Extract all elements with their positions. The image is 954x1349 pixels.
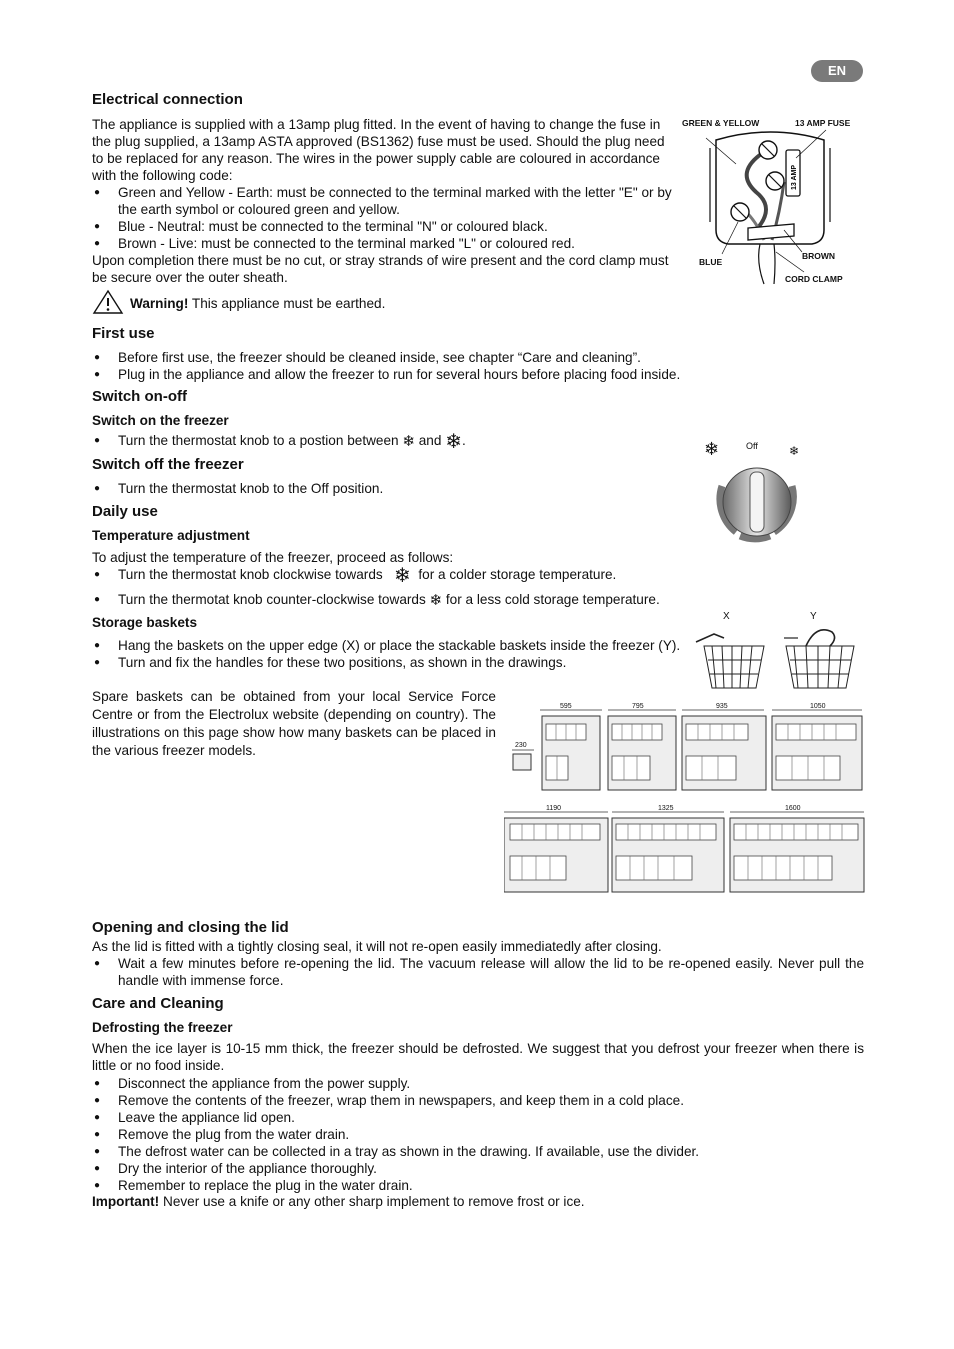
switch-heading: Switch on-off [92,388,187,405]
temperature-bullets [92,566,742,608]
thermostat-knob-diagram [700,436,810,548]
snowflake-large-icon: ❄ [704,439,720,459]
basket-drawings [694,610,864,694]
snowflake-large-icon: ❄ [445,431,462,453]
storage-baskets-heading: Storage baskets [92,615,198,630]
size-label: 595 [560,703,572,710]
size-label: 935 [716,703,728,710]
switch-on-heading: Switch on the freezer [92,413,229,428]
list-item: ● Hang the baskets on the upper edge (X) or place the stackable baskets inside the freezer (Y). [92,637,684,654]
defrost-intro: When the ice layer is 10-15 mm thick, the freezer should be defrosted. We suggest that you defrost your freezer when there is little or no food inside. [92,1041,864,1073]
snowflake-small-icon: ❄ [429,592,443,609]
switch-on-bullets [92,431,692,453]
snowflake-small-icon: ❄ [402,433,415,450]
electrical-intro: The appliance is supplied with a 13amp plug fitted. In the event of having to change the fuse in the plug supplied, a 13amp ASTA approved (BS1362) fuse must be used. Should the plug need to be replaced for any reason. The wires in the power supply cable are coloured in accordance with the following code: [92,117,665,183]
label-fuse: 13 AMP FUSE [795,118,851,128]
baskets-drawing [694,624,864,694]
size-label: 1190 [546,805,562,812]
daily-use-heading: Daily use [92,503,158,520]
baskets-bullets [92,637,684,671]
lid-bullets [92,955,864,989]
warning-icon [92,289,124,315]
plug-diagram [676,112,866,292]
list-item: ● Turn the thermostat knob to the Off position. [92,480,692,497]
language-badge: EN [811,60,863,82]
baskets-text: Spare baskets can be obtained from your local Service Force Centre or from the Electrolux website (depending on country). The illustrations on this page show how many baskets can be placed in the various freezer models. [92,689,496,758]
list-item [92,565,742,587]
list-item [92,431,692,453]
switch-on-end: . [461,433,466,448]
snowflake-large-icon: ❄ [394,565,411,587]
knob-drawing [700,450,810,548]
list-item: ● Remove the plug from the water drain. [92,1126,864,1143]
care-heading: Care and Cleaning [92,995,224,1012]
size-label: 795 [632,703,644,710]
label-green-yellow: GREEN & YELLOW [682,118,760,128]
electrical-heading: Electrical connection [92,91,243,108]
defrost-heading: Defrosting the freezer [92,1020,233,1035]
important-note [92,1193,864,1210]
list-item: ● Before first use, the freezer should be cleaned inside, see chapter “Care and cleaning”. [92,349,872,366]
snowflake-small-icon: ❄ [789,444,800,458]
freezer-models-diagram [504,700,866,894]
size-label: 1600 [785,805,801,812]
list-item: ● Plug in the appliance and allow the freezer to run for several hours before placing food inside. [92,366,872,383]
electrical-section [92,116,672,286]
list-item: ● Disconnect the appliance from the power supply. [92,1075,864,1092]
freezer-models-drawing [504,700,866,894]
list-item: ● Green and Yellow - Earth: must be connected to the terminal marked with the letter "E" or by the earth symbol or coloured green and yellow. [92,184,672,218]
switch-off-bullets [92,480,692,497]
important-label: Important! [92,1194,160,1209]
warning-text: This appliance must be earthed. [188,296,386,311]
first-use-bullets [92,349,872,383]
switch-on-and: and [418,433,442,448]
label-cord-clamp: CORD CLAMP [785,274,843,284]
list-item: ● The defrost water can be collected in a tray as shown in the drawing. If available, use the divider. [92,1143,864,1160]
lid-heading: Opening and closing the lid [92,919,289,936]
list-item: ● Wait a few minutes before re-opening the lid. The vacuum release will allow the lid to be re-opened easily. Never pull the handle with immense force. [92,955,864,989]
important-text: Never use a knife or any other sharp implement to remove frost or ice. [159,1194,585,1209]
size-label: 230 [515,742,527,749]
less-cold-text: Turn the thermotat knob counter-clockwise towards [118,592,426,607]
label-y: Y [810,611,817,622]
size-label: 1050 [810,703,826,710]
knob-off-label: Off [746,441,758,451]
list-item: ● Leave the appliance lid open. [92,1109,864,1126]
list-item: ● Remove the contents of the freezer, wrap them in newspapers, and keep them in a cold place. [92,1092,864,1109]
label-x: X [723,611,730,622]
switch-off-heading: Switch off the freezer [92,456,244,473]
list-item [92,591,742,608]
temperature-heading: Temperature adjustment [92,528,250,543]
list-item: ● Remember to replace the plug in the water drain. [92,1177,864,1194]
colder-text-end: for a colder storage temperature. [418,567,617,582]
fuse-body-label: 13 AMP [791,164,798,190]
list-item: ● Turn and fix the handles for these two positions, as shown in the drawings. [92,654,684,671]
temperature-intro: To adjust the temperature of the freezer, proceed as follows: [92,550,454,565]
label-blue: BLUE [699,257,723,267]
electrical-after: Upon completion there must be no cut, or stray strands of wire present and the cord clamp must be secure over the outer sheath. [92,253,669,285]
first-use-heading: First use [92,325,155,342]
defrost-bullets [92,1075,864,1194]
list-item: ● Dry the interior of the appliance thoroughly. [92,1160,864,1177]
electrical-bullets [92,184,672,252]
warning-label: Warning! [130,296,189,311]
less-cold-text-end: for a less cold storage temperature. [445,592,660,607]
label-brown: BROWN [802,251,836,261]
lid-intro: As the lid is fitted with a tightly closing seal, it will not re-open easily immediatedly after closing. [92,939,662,954]
warning-line [92,289,492,315]
switch-on-text: Turn the thermostat knob to a postion between [118,433,399,448]
size-label: 1325 [658,805,674,812]
list-item: ● Brown - Live: must be connected to the terminal marked "L" or coloured red. [92,235,672,252]
list-item: ● Blue - Neutral: must be connected to the terminal "N" or coloured black. [92,218,672,235]
colder-text: Turn the thermostat knob clockwise towards [118,567,383,582]
